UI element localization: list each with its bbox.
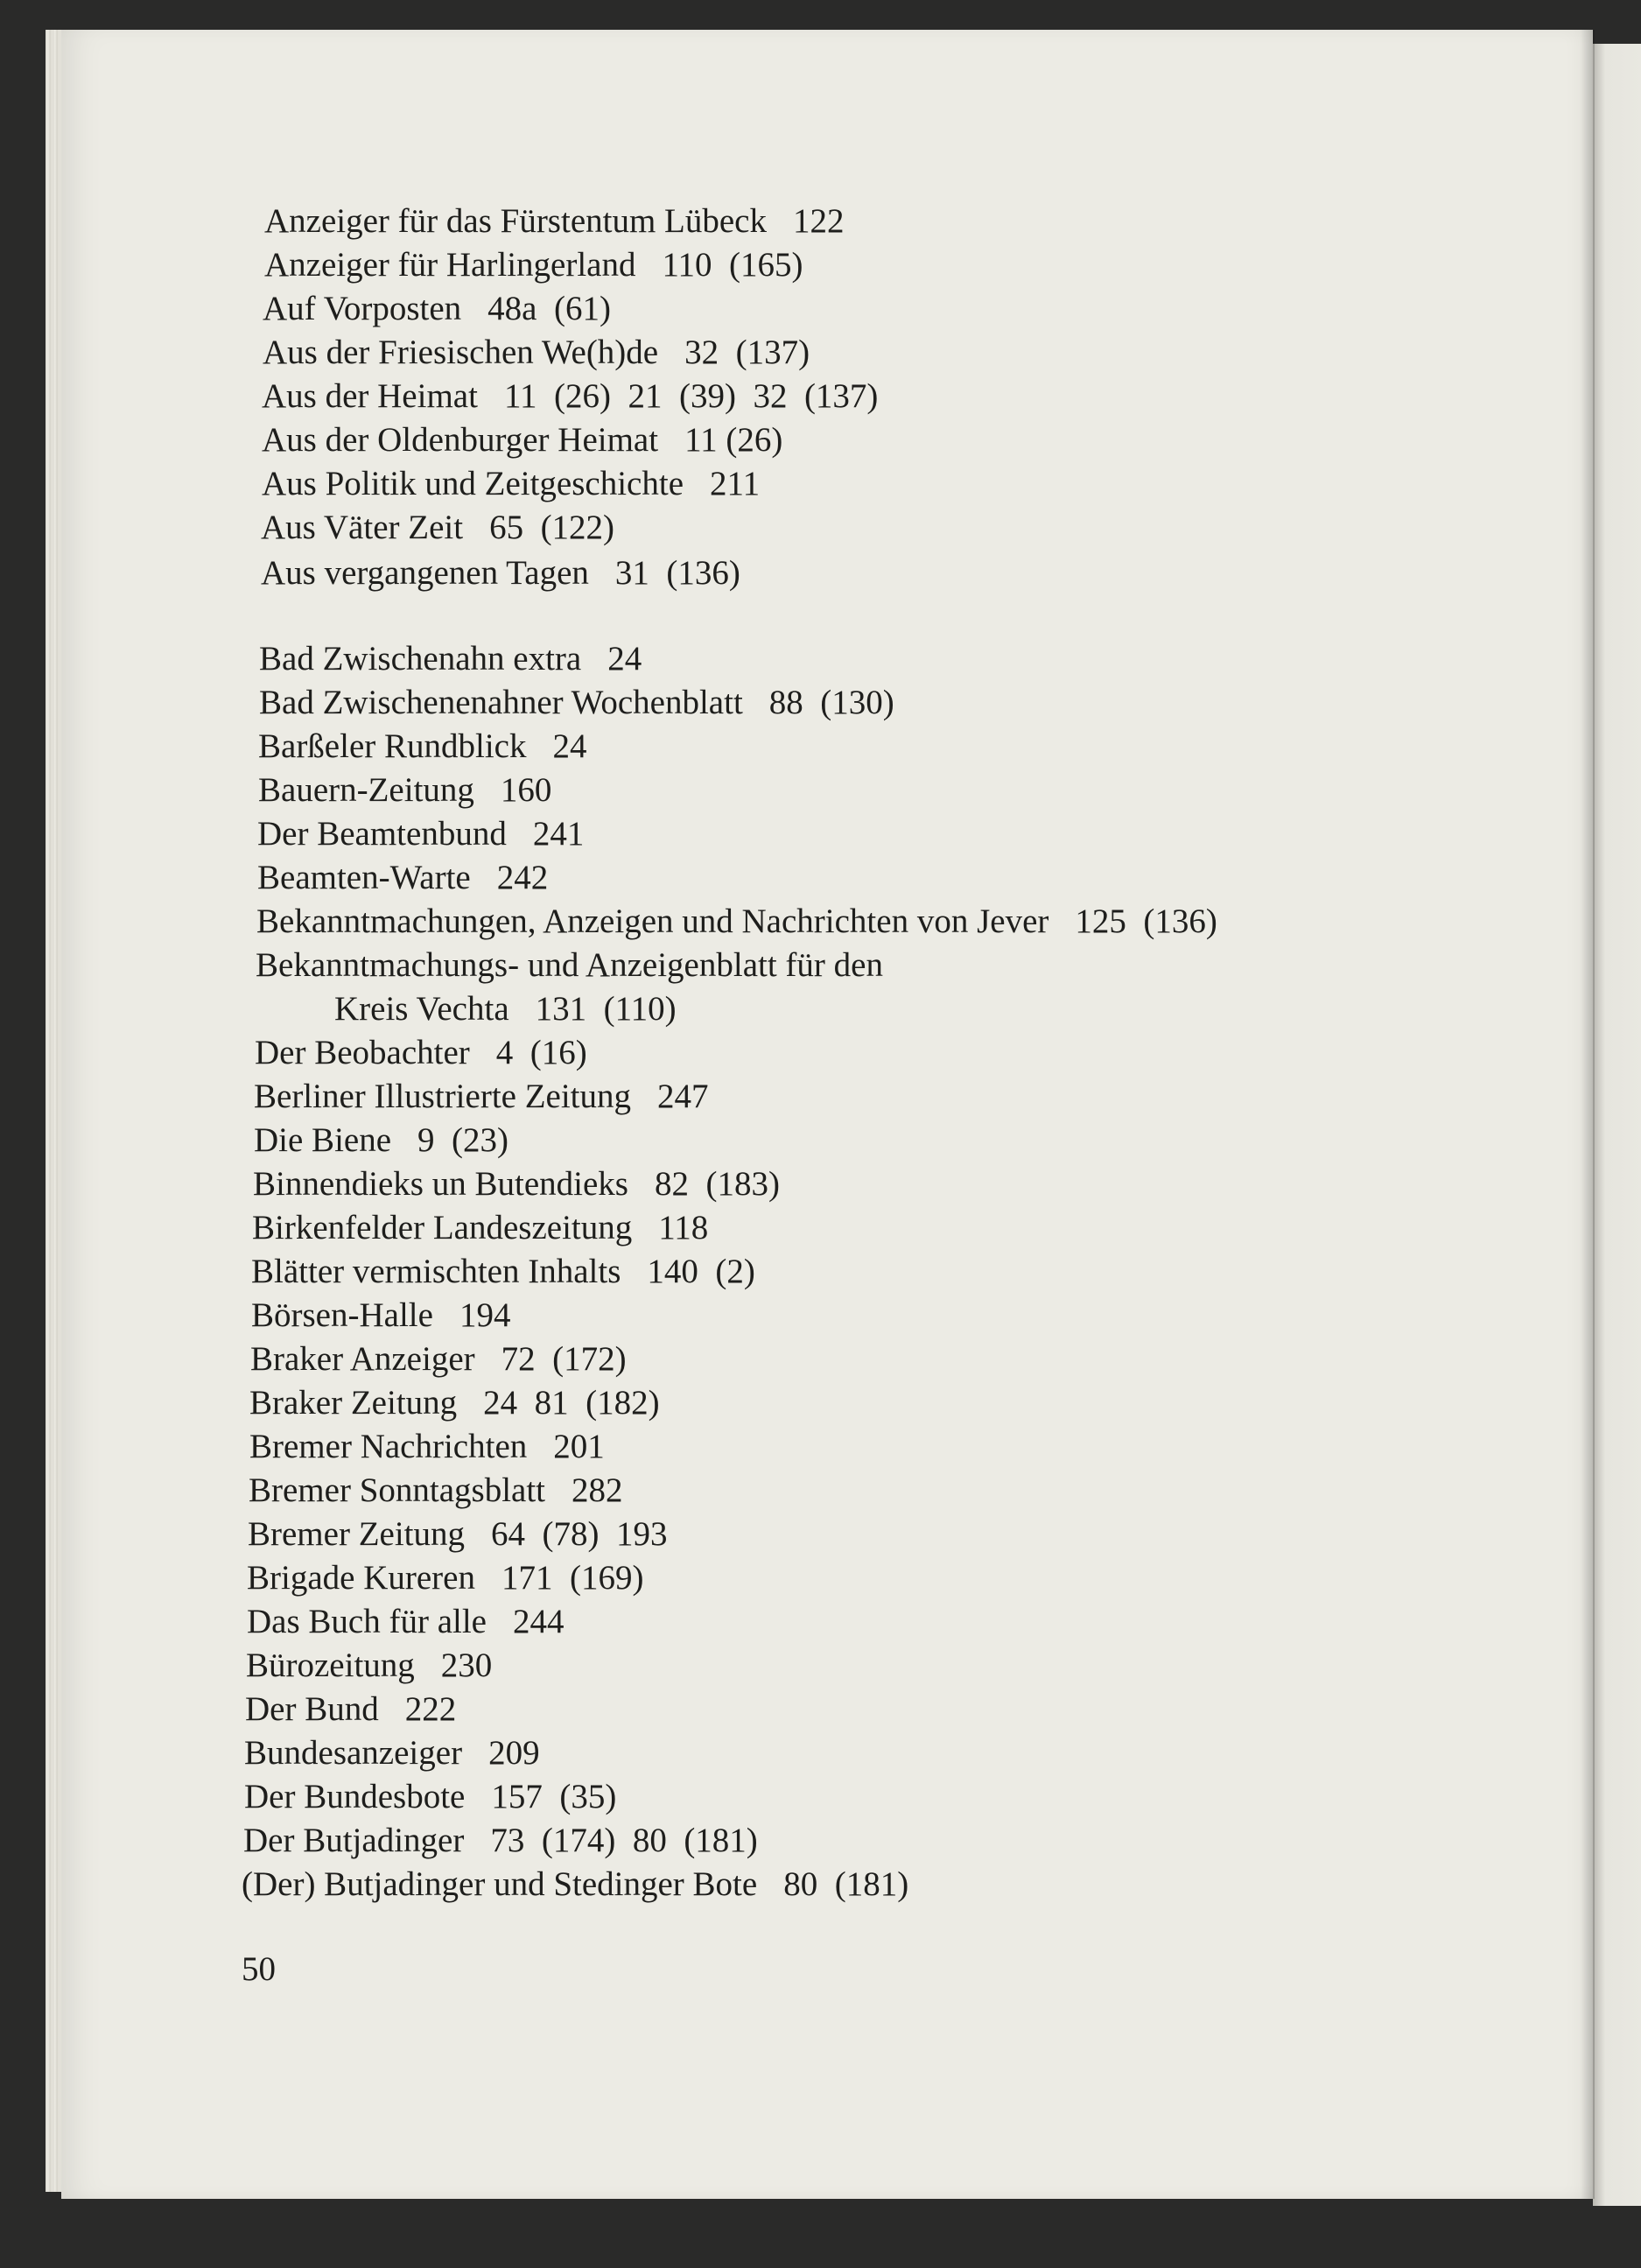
index-entry [264,243,803,287]
entry-title: Das Buch für alle [247,1603,487,1640]
entry-title: Auf Vorposten [263,290,462,327]
entry-references: 48a (61) [487,290,611,327]
entry-title: Bremer Nachrichten [249,1428,528,1465]
entry-references: 201 [553,1428,605,1465]
entry-title: Bekanntmachungen, Anzeigen und Nachrichten von Jever [256,902,1049,940]
entry-title: Birkenfelder Landeszeitung [252,1209,633,1246]
entry-references: 242 [496,859,549,896]
entry-title: Berliner Illustrierte Zeitung [254,1078,632,1115]
entry-title: Der Beamtenbund [257,815,507,853]
entry-references: 194 [459,1296,511,1334]
index-entry [245,1688,456,1731]
entry-title: Barßeler Rundblick [258,727,527,765]
entry-title: Anzeiger für Harlingerland [264,246,636,284]
index-entry [262,462,760,506]
entry-references: 88 (130) [768,684,894,721]
index-entry [264,200,845,243]
entry-title: Bremer Sonntagsblatt [249,1471,546,1509]
entry-references: 9 (23) [417,1121,509,1159]
index-entry [334,987,677,1031]
entry-references: 24 [552,727,587,765]
entry-references: 140 (2) [647,1253,755,1290]
index-entry [254,1075,709,1119]
index-entry [251,1250,755,1294]
entry-title: Aus der Oldenburger Heimat [262,421,659,459]
entry-references: 32 (137) [684,334,810,371]
entry-title: Binnendieks un Butendieks [253,1165,628,1203]
entry-title: Braker Anzeiger [250,1340,475,1378]
index-entry [259,637,642,681]
entry-references: 65 (122) [489,509,615,546]
entry-references: 122 [793,202,845,240]
index-entry [247,1600,565,1644]
index-entry [262,375,878,418]
entry-references: 118 [658,1209,709,1246]
entry-references: 64 (78) 193 [491,1515,668,1553]
entry-references: 171 (169) [501,1559,644,1597]
index-entry [249,1469,623,1513]
index-entry [256,900,1217,944]
entry-title: Aus der Friesischen We(h)de [263,334,659,371]
entry-references: 125 (136) [1075,902,1217,940]
entry-references: 282 [572,1471,623,1509]
index-entry [251,1294,510,1338]
index-entry [249,1381,660,1425]
entry-title: Der Beobachter [255,1034,470,1071]
entry-references: 211 [710,465,761,502]
index-entry [261,551,740,595]
index-entry [255,1031,587,1075]
entry-title: Braker Zeitung [249,1384,458,1422]
entry-title: Bekanntmachungs- und Anzeigenblatt für den [256,946,883,984]
index-entry [253,1162,780,1206]
entry-title: Der Butjadinger [243,1822,465,1859]
index-entry [263,287,611,331]
entry-title: Aus vergangenen Tagen [261,554,589,592]
entry-references: 247 [657,1078,709,1115]
index-entry [248,1513,667,1556]
entry-references: 11 (26) [684,421,783,459]
entry-title: Aus Väter Zeit [261,509,464,546]
entry-title: Der Bund [245,1690,379,1728]
index-entry [258,725,587,769]
index-entry [249,1425,605,1469]
entry-references: 31 (136) [614,554,740,592]
entry-references: 110 (165) [662,246,803,284]
entry-references: 241 [532,815,585,853]
entry-references: 209 [488,1734,540,1772]
entry-references: 230 [440,1647,493,1684]
index-entry [263,331,810,375]
entry-references: 4 (16) [495,1034,587,1071]
index-entry [254,1119,508,1162]
entry-references: 222 [404,1690,457,1728]
entry-references: 80 (181) [783,1865,909,1903]
entry-title: Bundesanzeiger [244,1734,463,1772]
entry-title: Kreis Vechta [334,990,509,1028]
index-entry [259,681,894,725]
entry-title: Die Biene [254,1121,392,1159]
entry-title: Brigade Kureren [247,1559,475,1597]
index-entry [256,944,883,987]
entry-title: Aus Politik und Zeitgeschichte [262,465,684,502]
entry-title: Bremer Zeitung [248,1515,465,1553]
entry-references: 160 [500,771,552,809]
entry-title: Aus der Heimat [262,377,478,415]
index-entry [246,1644,492,1688]
index-entry [257,812,584,856]
entry-title: (Der) Butjadinger und Stedinger Bote [242,1865,758,1903]
index-entry [243,1819,758,1863]
entry-references: 24 [607,640,642,678]
entry-references: 24 81 (182) [483,1384,660,1422]
entry-title: Der Bundesbote [244,1778,466,1815]
entry-title: Bad Zwischenahn extra [259,640,582,678]
index-entry [262,418,782,462]
index-entry [247,1556,643,1600]
entry-title: Beamten-Warte [257,859,471,896]
index-entry [258,769,551,812]
entry-references: 11 (26) 21 (39) 32 (137) [503,377,879,415]
entry-references: 244 [513,1603,565,1640]
entry-references: 72 (172) [501,1340,627,1378]
entry-title: Anzeiger für das Fürstentum Lübeck [264,202,767,240]
index-entry [252,1206,708,1250]
index-entry [257,856,548,900]
entry-references: 82 (183) [654,1165,780,1203]
index-entry [242,1863,908,1906]
entry-title: Blätter vermischten Inhalts [251,1253,621,1290]
entry-title: Bad Zwischenenahner Wochenblatt [259,684,743,721]
index-entry [244,1731,540,1775]
index-entry [250,1338,627,1381]
entry-references: 73 (174) 80 (181) [490,1822,758,1859]
entry-title: Bürozeitung [246,1647,415,1684]
entry-title: Bauern-Zeitung [258,771,474,809]
index-entry [244,1775,616,1819]
page-number: 50 [242,1950,276,1988]
entry-title: Börsen-Halle [251,1296,433,1334]
entry-references: 157 (35) [491,1778,617,1815]
index-entry [261,506,614,550]
entry-references: 131 (110) [535,990,677,1028]
